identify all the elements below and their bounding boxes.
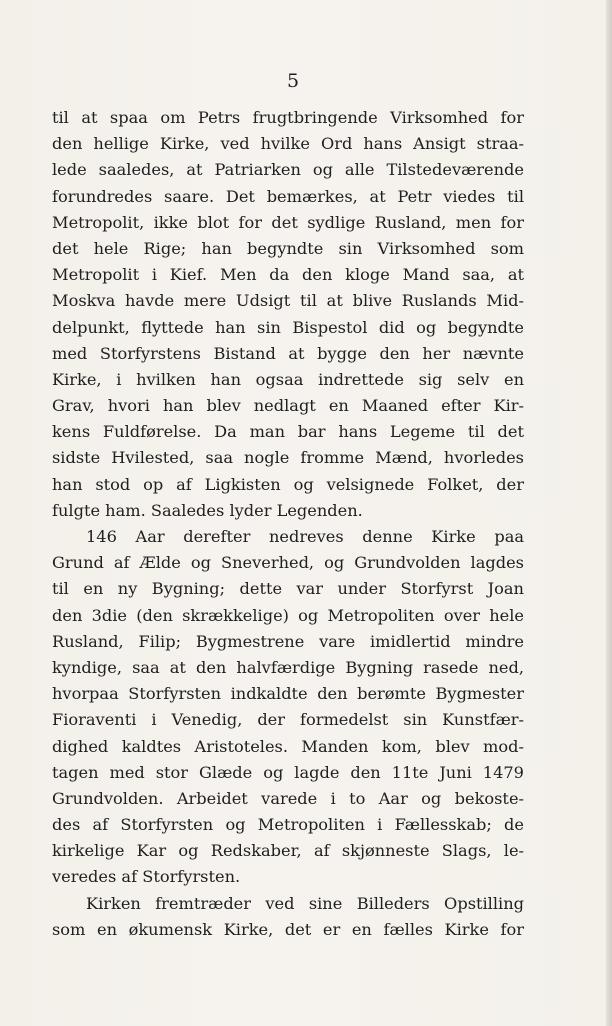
- paragraph-end-line: fulgte ham. Saaledes lyder Legenden.: [52, 500, 363, 520]
- text-line: Moskva havde mere Udsigt til at blive Ruslands Mid-: [52, 291, 524, 311]
- text-line: Metropolit, ikke blot for det sydlige Rusland, men for: [52, 212, 524, 232]
- text-line: det hele Rige; han begyndte sin Virksomhed som: [52, 238, 524, 258]
- text-line: sidste Hvilested, saa nogle fromme Mænd, hvorledes: [52, 448, 524, 468]
- text-line: den 3die (den skrækkelige) og Metropoliten over hele: [52, 605, 524, 625]
- text-line: dighed kaldtes Aristoteles. Manden kom, blev mod-: [52, 736, 524, 756]
- paragraph-end-line: veredes af Storfyrsten.: [52, 867, 241, 887]
- text-line: Rusland, Filip; Bygmestrene vare imidlertid mindre: [52, 631, 524, 651]
- text-line: delpunkt, flyttede han sin Bispestol did og begyndte: [52, 317, 524, 337]
- text-line: forundredes saare. Det bemærkes, at Petr viedes til: [52, 186, 524, 206]
- text-line: Metropolit i Kief. Men da den kloge Mand saa, at: [52, 265, 524, 285]
- text-line: som en økumensk Kirke, det er en fælles Kirke for: [52, 919, 524, 939]
- text-line: tagen med stor Glæde og lagde den 11te Juni 1479: [52, 762, 524, 782]
- paragraph-start-line: Kirken fremtræder ved sine Billeders Opstilling: [86, 893, 524, 913]
- text-line: Grav, hvori han blev nedlagt en Maaned efter Kir-: [52, 396, 524, 416]
- text-line: til en ny Bygning; dette var under Storfyrst Joan: [52, 579, 524, 599]
- text-line: den hellige Kirke, ved hvilke Ord hans Ansigt straa-: [52, 134, 524, 154]
- text-line: des af Storfyrsten og Metropoliten i Fællesskab; de: [52, 815, 524, 835]
- text-line: hvorpaa Storfyrsten indkaldte den berømte Bygmester: [52, 684, 524, 704]
- text-line: lede saaledes, at Patriarken og alle Tilstedeværende: [52, 160, 524, 180]
- text-line: til at spaa om Petrs frugtbringende Virksomhed for: [52, 108, 524, 127]
- text-line: Fioraventi i Venedig, der formedelst sin Kunstfær-: [52, 710, 524, 730]
- page-edge: [606, 0, 612, 1026]
- text-line: han stod op af Ligkisten og velsignede Folket, der: [52, 474, 524, 494]
- text-line: Kirke, i hvilken han ogsaa indrettede sig selv en: [52, 369, 524, 389]
- text-line: Grund af Ælde og Sneverhed, og Grundvolden lagdes: [52, 553, 524, 573]
- body-text: [52, 105, 524, 943]
- paragraph-start-line: 146 Aar derefter nedreves denne Kirke paa: [86, 527, 524, 546]
- text-line: Grundvolden. Arbeidet varede i to Aar og bekoste-: [52, 788, 524, 808]
- text-line: kirkelige Kar og Redskaber, af skjønneste Slags, le-: [52, 841, 524, 861]
- text-line: kyndige, saa at den halvfærdige Bygning rasede ned,: [52, 657, 524, 677]
- text-line: kens Fuldførelse. Da man bar hans Legeme til det: [52, 422, 524, 442]
- page-number: 5: [286, 70, 300, 92]
- text-line: med Storfyrstens Bistand at bygge den her nævnte: [52, 343, 524, 363]
